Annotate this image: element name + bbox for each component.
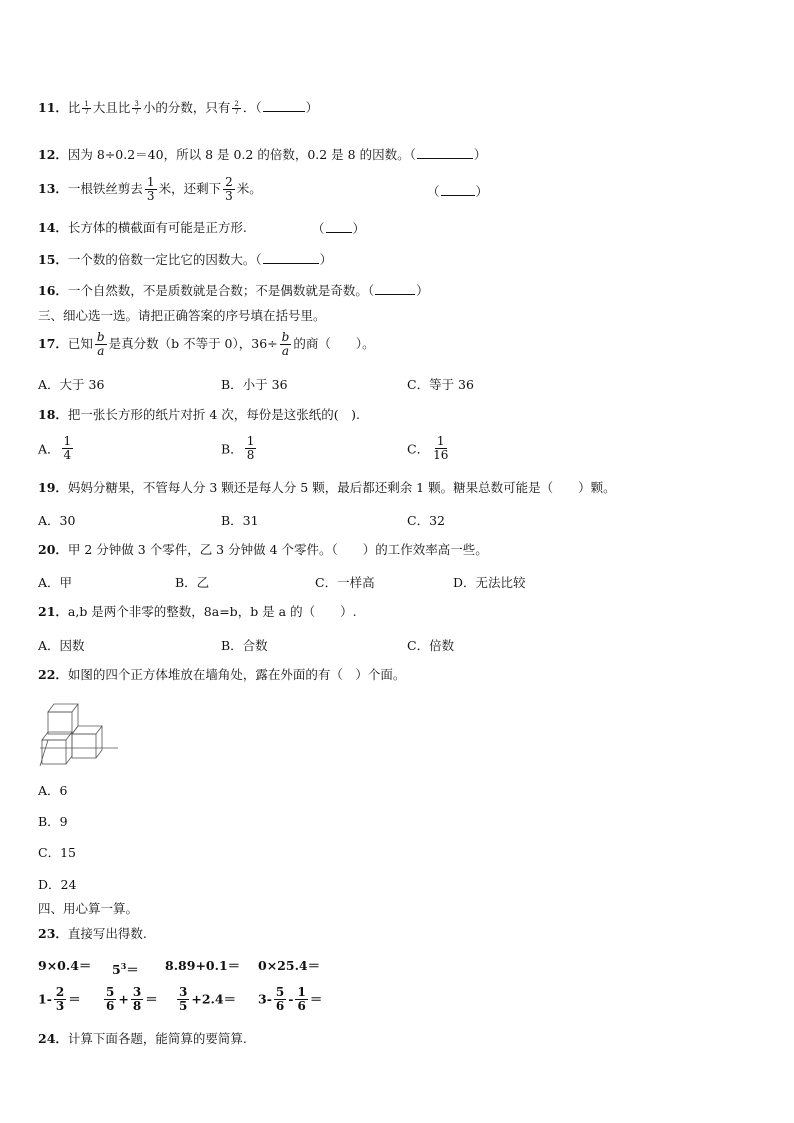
- option-d[interactable]: D．无法比较: [453, 575, 526, 590]
- q-text: 一个数的倍数一定比它的因数大。（: [67, 252, 262, 267]
- q-text: ）: [473, 147, 487, 162]
- question-19: [38, 480, 616, 496]
- q-text: a,b 是两个非零的整数，8a=b，b 是 a 的（ ）.: [67, 604, 357, 619]
- option-a[interactable]: A． $\frac{1}{4}$: [38, 434, 72, 462]
- fraction: $\frac{1}{4}$: [63, 434, 72, 462]
- fraction: $\frac{b}{a}$: [96, 330, 105, 358]
- option-b[interactable]: B．合数: [221, 638, 268, 653]
- q-text: 因为 8÷0.2＝40，所以 8 是 0.2 的倍数，0.2 是 8 的因数。（: [67, 147, 416, 162]
- q-text: 把一张长方形的纸片对折 4 次，每份是这张纸的( ).: [67, 407, 361, 422]
- question-13-answer: （ ）: [427, 184, 489, 199]
- fraction: $\frac{3}{8}$: [132, 985, 142, 1013]
- option-c[interactable]: C． $\frac{1}{16}$: [407, 434, 449, 462]
- question-24: [38, 1031, 247, 1047]
- q-text: 甲 2 分钟做 3 个零件，乙 3 分钟做 4 个零件。（ ）的工作效率高一些。: [67, 542, 488, 557]
- answer-blank[interactable]: [375, 282, 415, 295]
- option-b[interactable]: B．小于 36: [221, 377, 288, 392]
- calc-item: $\frac{3}{5}$ +2.4＝: [179, 985, 237, 1013]
- fraction: $\frac{3}{5}$: [179, 985, 188, 1013]
- fraction: $\frac{1}{6}$: [297, 985, 306, 1013]
- question-18: [38, 407, 360, 423]
- option-a[interactable]: A．30: [38, 513, 76, 528]
- question-14-answer: （ ）: [312, 221, 366, 236]
- calc-item: 8.89+0.1＝: [165, 958, 241, 973]
- q-number: 17．: [38, 336, 68, 351]
- option-b[interactable]: B．乙: [175, 575, 210, 590]
- q-text: ）: [305, 100, 319, 115]
- option-b[interactable]: B． $\frac{1}{8}$: [221, 434, 255, 462]
- question-16: [38, 282, 429, 299]
- calc-item: $5^3=$: [112, 961, 139, 978]
- question-13: [38, 176, 262, 206]
- question-20: [38, 542, 488, 558]
- answer-blank[interactable]: [326, 220, 352, 233]
- option-b[interactable]: B．31: [221, 513, 259, 528]
- question-21: [38, 604, 357, 620]
- q-number: 18．: [38, 407, 68, 422]
- fraction: $\frac{1}{3}$: [146, 175, 155, 203]
- cubes-figure: [36, 700, 120, 772]
- q-text: 妈妈分糖果，不管每人分 3 颗还是每人分 5 颗，最后都还剩余 1 颗。糖果总数可能是（ ）颗。: [67, 480, 616, 495]
- q-number: 19．: [38, 480, 68, 495]
- fraction: $\frac{2}{3}$: [225, 175, 233, 203]
- option-a[interactable]: A．因数: [38, 638, 85, 653]
- q-text: 直接写出得数.: [67, 926, 147, 941]
- q-text: 的商（ ）。: [293, 336, 375, 351]
- q-text: 是真分数（b 不等于 0），36÷: [108, 336, 278, 351]
- question-15: [38, 251, 332, 268]
- question-14: [38, 220, 247, 236]
- section-heading: 四、用心算一算。: [38, 901, 139, 916]
- q-number: 14．: [38, 220, 68, 235]
- q-text: 米。: [236, 181, 262, 196]
- q-text: 计算下面各题，能简算的要简算.: [67, 1031, 247, 1046]
- question-11: [38, 99, 318, 116]
- q-number: 11．: [38, 100, 68, 115]
- q-text: 一根铁丝剪去: [67, 181, 143, 196]
- calc-item: 3- $\frac{5}{6}$ - $\frac{1}{6}$ ＝: [258, 985, 323, 1013]
- q-number: 21．: [38, 604, 68, 619]
- q-text: 一个自然数，不是质数就是合数；不是偶数就是奇数。（: [67, 283, 375, 298]
- q-number: 13．: [38, 181, 68, 196]
- option-c[interactable]: C．15: [38, 845, 76, 860]
- q-text: ．（: [242, 100, 262, 115]
- question-22: [38, 667, 405, 683]
- q-text: 长方体的横截面有可能是正方形.: [67, 220, 247, 235]
- fraction: $\frac{1}{8}$: [246, 434, 255, 462]
- fraction: $\frac{2}{3}$: [55, 985, 65, 1013]
- section-heading: 三、细心选一选。请把正确答案的序号填在括号里。: [38, 308, 326, 323]
- q-text: 米，还剩下: [158, 181, 222, 196]
- fraction: $\frac{1}{7}$: [84, 100, 89, 116]
- calc-item: $\frac{5}{6}$ + $\frac{3}{8}$ ＝: [106, 985, 158, 1013]
- q-text: 小的分数，只有: [142, 100, 231, 115]
- q-number: 12．: [38, 147, 68, 162]
- answer-blank[interactable]: [263, 99, 305, 112]
- fraction: $\frac{5}{6}$: [106, 985, 115, 1013]
- question-12: [38, 146, 486, 163]
- q-number: 23．: [38, 926, 68, 941]
- q-text: 比: [67, 100, 81, 115]
- q-text: ）: [416, 283, 429, 298]
- option-a[interactable]: A．6: [38, 783, 68, 798]
- q-text: 大且比: [92, 100, 131, 115]
- q-text: 已知: [67, 336, 93, 351]
- option-a[interactable]: A．大于 36: [38, 377, 105, 392]
- q-number: 15．: [38, 252, 68, 267]
- calc-item: 9×0.4＝: [38, 958, 92, 973]
- option-c[interactable]: C．一样高: [315, 575, 375, 590]
- answer-blank[interactable]: [441, 183, 475, 196]
- question-17: [38, 331, 375, 363]
- fraction: $\frac{b}{a}$: [281, 330, 290, 358]
- calc-item: 0×25.4＝: [258, 958, 321, 973]
- calc-item: 1- $\frac{2}{3}$ ＝: [38, 985, 81, 1013]
- fraction: $\frac{1}{16}$: [433, 434, 449, 462]
- option-c[interactable]: C．32: [407, 513, 445, 528]
- fraction: $\frac{3}{7}$: [134, 100, 139, 116]
- question-23: [38, 926, 147, 942]
- option-b[interactable]: B．9: [38, 814, 68, 829]
- q-text: 如图的四个正方体堆放在墙角处，露在外面的有（ ）个面。: [67, 667, 406, 682]
- q-number: 20．: [38, 542, 68, 557]
- option-c[interactable]: C．等于 36: [407, 377, 474, 392]
- q-text: ）: [319, 252, 333, 267]
- option-a[interactable]: A．甲: [38, 575, 73, 590]
- q-number: 22．: [38, 667, 68, 682]
- q-number: 24．: [38, 1031, 68, 1046]
- q-number: 16．: [38, 283, 68, 298]
- fraction: $\frac{5}{6}$: [275, 985, 285, 1013]
- fraction: $\frac{2}{7}$: [234, 100, 239, 116]
- option-d[interactable]: D．24: [38, 877, 77, 892]
- answer-blank[interactable]: [417, 146, 473, 159]
- option-c[interactable]: C．倍数: [407, 638, 455, 653]
- answer-blank[interactable]: [263, 251, 319, 264]
